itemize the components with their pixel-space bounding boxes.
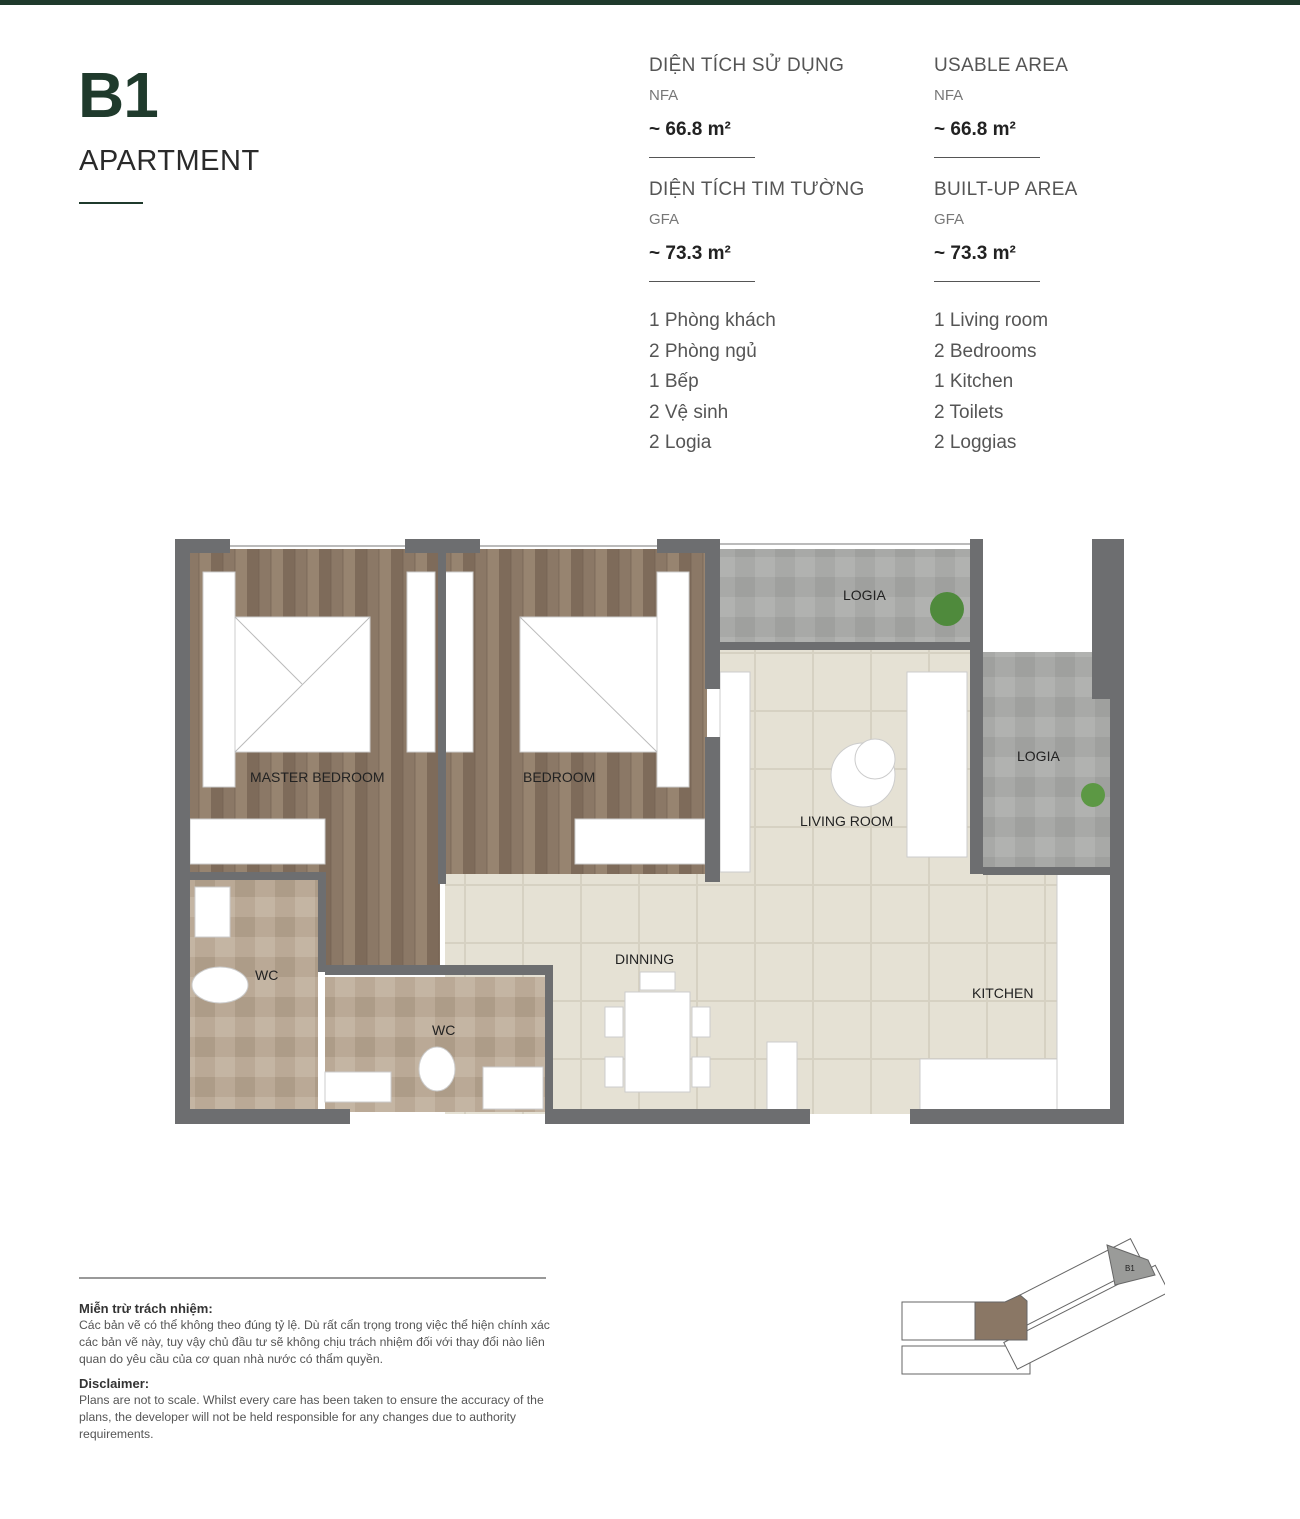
builtup-area-label-en: BUILT-UP AREA	[934, 179, 1078, 200]
label-master-bedroom: MASTER BEDROOM	[250, 769, 385, 785]
top-accent-bar	[0, 0, 1300, 5]
builtup-area-value-vi: ~ 73.3 m²	[649, 243, 731, 264]
disclaimer-heading-en: Disclaimer:	[79, 1376, 150, 1391]
usable-area-label-vi: DIỆN TÍCH SỬ DỤNG	[649, 55, 845, 76]
area-column-en	[934, 55, 1194, 282]
divider	[649, 281, 755, 282]
room-list-vi	[649, 306, 909, 459]
label-logia-right: LOGIA	[1017, 748, 1060, 764]
room-item: 1 Phòng khách	[649, 310, 776, 331]
room-item: 2 Toilets	[934, 401, 1004, 423]
label-wc-left: WC	[255, 967, 279, 983]
label-wc-center: WC	[432, 1022, 456, 1038]
disclaimer-text-en: Plans are not to scale. Whilst every care has been taken to ensure the accuracy of the plans, the developer will not be held responsible for any changes due to authority requirements.	[79, 1393, 544, 1441]
room-item: 2 Vệ sinh	[649, 401, 729, 423]
builtup-area-abbr-en: GFA	[934, 211, 965, 228]
disclaimer-en	[79, 1375, 559, 1443]
disclaimer-heading-vi: Miễn trừ trách nhiệm:	[79, 1301, 213, 1316]
floor-plan	[175, 537, 1127, 1127]
usable-area-value-vi: ~ 66.8 m²	[649, 119, 731, 140]
unit-code: B1	[78, 59, 158, 131]
disclaimer-divider	[79, 1277, 546, 1279]
label-dinning: DINNING	[615, 951, 675, 967]
room-item: 1 Bếp	[649, 371, 699, 392]
disclaimer-vi	[79, 1300, 559, 1368]
builtup-area-label-vi: DIỆN TÍCH TIM TƯỜNG	[649, 179, 865, 200]
label-kitchen: KITCHEN	[972, 985, 1034, 1001]
title-underline	[79, 202, 143, 204]
builtup-area-value-en: ~ 73.3 m²	[934, 243, 1016, 264]
divider	[934, 157, 1040, 158]
room-item: 2 Bedrooms	[934, 340, 1037, 362]
room-item: 2 Loggias	[934, 432, 1017, 453]
key-plan-unit-tag: B1	[1125, 1264, 1135, 1273]
room-item: 2 Logia	[649, 432, 712, 453]
room-item: 2 Phòng ngủ	[649, 340, 757, 362]
usable-area-value-en: ~ 66.8 m²	[934, 119, 1016, 140]
divider	[934, 281, 1040, 282]
corridor-floor	[325, 862, 440, 967]
room-item: 1 Living room	[934, 310, 1049, 331]
key-plan	[895, 1205, 1165, 1385]
unit-type: APARTMENT	[79, 145, 260, 177]
builtup-area-abbr-vi: GFA	[649, 211, 680, 228]
area-column-vi	[649, 55, 909, 282]
label-logia-top: LOGIA	[843, 587, 886, 603]
divider	[649, 157, 755, 158]
usable-area-label-en: USABLE AREA	[934, 55, 1069, 76]
room-item: 1 Kitchen	[934, 371, 1014, 392]
label-living-room: LIVING ROOM	[800, 813, 894, 829]
room-list-en	[934, 306, 1194, 459]
disclaimer-text-vi: Các bản vẽ có thể không theo đúng tỷ lệ. Dù rất cẩn trọng trong việc thể hiện chính xác các bản vẽ này, tuy vậy chủ đầu tư sẽ không chịu trách nhiệm đối với thay đổi nào liên quan do yêu cầu của cơ quan nhà nước có thẩm quyền.	[79, 1318, 550, 1366]
label-bedroom: BEDROOM	[523, 769, 596, 785]
usable-area-abbr-vi: NFA	[649, 87, 679, 104]
usable-area-abbr-en: NFA	[934, 87, 964, 104]
